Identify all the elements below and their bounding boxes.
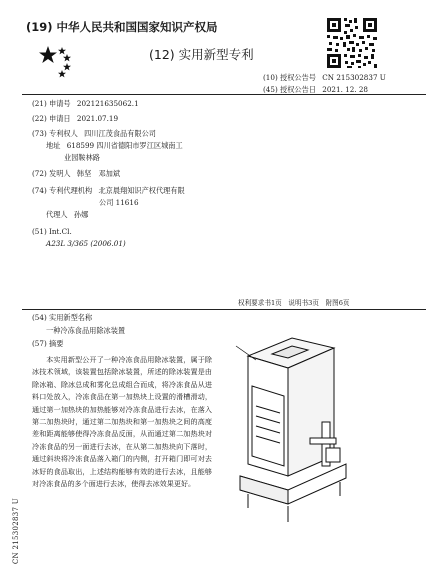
- publication-number-label: (10) 授权公告号: [263, 73, 316, 82]
- agency-line-2: 公司 11616: [99, 198, 139, 207]
- qr-code-icon: [325, 16, 379, 70]
- publication-date: 2021. 12. 28: [322, 85, 369, 94]
- side-publication-number: CN 215302837 U: [12, 498, 20, 565]
- application-number-label: (21) 申请号: [32, 99, 71, 108]
- patentee-row: [32, 129, 156, 139]
- int-cl-value: A23L 3/365 (2006.01): [46, 239, 126, 248]
- abstract-text-block: [32, 354, 212, 490]
- int-cl-label: (51) Int.Cl.: [32, 227, 72, 236]
- address-row: [46, 141, 183, 151]
- address-label: 地址: [46, 141, 61, 150]
- filing-date-label: (22) 申请日: [32, 114, 71, 123]
- agent-row: [46, 210, 88, 220]
- agent: 孙娜: [73, 210, 89, 219]
- publication-number: CN 215302837 U: [322, 73, 386, 82]
- document-type: (12) 实用新型专利: [149, 47, 254, 62]
- publication-date-label: (45) 授权公告日: [263, 85, 316, 94]
- page-counts: 权利要求书1页 说明书3页 附图6页: [238, 299, 350, 307]
- counts-divider: [22, 309, 426, 310]
- header-divider: [22, 94, 426, 95]
- filing-date-row: [32, 114, 118, 124]
- agency-row: [32, 186, 185, 196]
- application-number: 202121635062.1: [76, 99, 139, 108]
- filing-date: 2021.07.19: [76, 114, 119, 123]
- agent-label: 代理人: [46, 210, 68, 219]
- abstract-text: 本实用新型公开了一种冷冻食品用除冰装置，属于除冰技术领域，该装置包括除冰装置，所述的除冰装置是由除冰箱、除冰总成和雾化总成组合而成，将冷冻食品从进料口处放入，冷冻食品在第一加热块上设置的滑槽滑动，通过第一加热块的加热能够对冷冻食品进行去冰，在落入第二加热块时，通过第二加热块和第一加热块之间的高度差和距离能够使得冷冻食品反面，从而通过第二加热块对冷冻食品的另一面进行去冰，在从第二加热块向下落时，通过斜块将冷冻食品落入箱门的内侧，打开箱门即可对去冰好的食品取出，上述结构能够有效的进行去冰，且能够对冷冻食品的多个面进行去冰，使得去冰效果更好。: [32, 355, 212, 489]
- abstract-label: (57) 摘要: [32, 339, 64, 348]
- application-number-row: [32, 99, 139, 109]
- agency-label: (74) 专利代理机构: [32, 186, 93, 195]
- office-name: (19) 中华人民共和国国家知识产权局: [26, 20, 218, 34]
- inventors: 韩坚 邓加斌: [76, 169, 121, 178]
- title-label: (54) 实用新型名称: [32, 313, 93, 322]
- agency-line-1: 北京晨翔知识产权代理有限: [98, 186, 185, 195]
- inventors-row: [32, 169, 120, 179]
- device-figure-drawing: [226, 326, 358, 544]
- patentee: 四川江茂食品有限公司: [84, 129, 156, 138]
- address-line-2: 业园鞍林路: [64, 153, 100, 162]
- publication-number-row: [263, 73, 386, 83]
- address-line-1: 618599 四川省德阳市罗江区城南工: [66, 141, 183, 150]
- utility-model-title: 一种冷冻食品用除冰装置: [46, 326, 126, 335]
- patentee-label: (73) 专利权人: [32, 129, 78, 138]
- national-emblem-stars-icon: [38, 44, 84, 84]
- inventors-label: (72) 发明人: [32, 169, 71, 178]
